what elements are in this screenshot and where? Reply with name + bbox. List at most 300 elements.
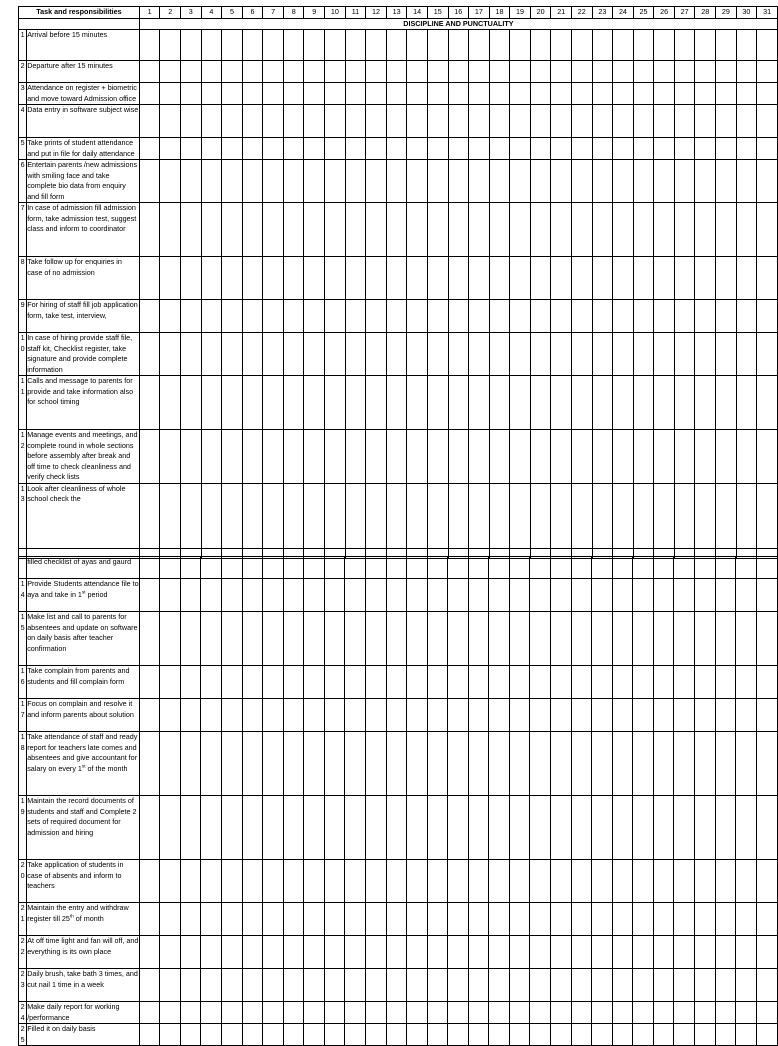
day-checkbox-cell[interactable] — [407, 483, 428, 558]
day-checkbox-cell[interactable] — [612, 612, 633, 666]
day-checkbox-cell[interactable] — [304, 138, 325, 160]
day-checkbox-cell[interactable] — [633, 557, 654, 579]
day-checkbox-cell[interactable] — [201, 203, 222, 257]
day-checkbox-cell[interactable] — [365, 579, 386, 612]
day-checkbox-cell[interactable] — [365, 969, 386, 1002]
day-checkbox-cell[interactable] — [757, 83, 778, 105]
day-checkbox-cell[interactable] — [180, 732, 201, 796]
day-checkbox-cell[interactable] — [716, 138, 737, 160]
day-checkbox-cell[interactable] — [448, 557, 469, 579]
day-checkbox-cell[interactable] — [551, 1024, 572, 1046]
day-checkbox-cell[interactable] — [448, 203, 469, 257]
day-checkbox-cell[interactable] — [201, 105, 222, 138]
day-checkbox-cell[interactable] — [736, 936, 757, 969]
day-checkbox-cell[interactable] — [736, 612, 757, 666]
day-checkbox-cell[interactable] — [633, 61, 654, 83]
day-checkbox-cell[interactable] — [509, 903, 530, 936]
day-checkbox-cell[interactable] — [304, 666, 325, 699]
day-checkbox-cell[interactable] — [530, 666, 551, 699]
day-checkbox-cell[interactable] — [509, 1002, 530, 1024]
day-checkbox-cell[interactable] — [448, 160, 469, 203]
day-checkbox-cell[interactable] — [716, 30, 737, 61]
day-checkbox-cell[interactable] — [653, 903, 674, 936]
day-checkbox-cell[interactable] — [283, 699, 304, 732]
day-checkbox-cell[interactable] — [304, 61, 325, 83]
day-checkbox-cell[interactable] — [469, 61, 490, 83]
day-checkbox-cell[interactable] — [551, 300, 572, 333]
day-checkbox-cell[interactable] — [407, 796, 428, 860]
day-checkbox-cell[interactable] — [160, 936, 181, 969]
day-checkbox-cell[interactable] — [469, 333, 490, 376]
day-checkbox-cell[interactable] — [757, 376, 778, 430]
day-checkbox-cell[interactable] — [201, 83, 222, 105]
day-checkbox-cell[interactable] — [283, 557, 304, 579]
day-checkbox-cell[interactable] — [325, 83, 346, 105]
day-checkbox-cell[interactable] — [365, 796, 386, 860]
day-checkbox-cell[interactable] — [386, 376, 407, 430]
day-checkbox-cell[interactable] — [551, 666, 572, 699]
day-checkbox-cell[interactable] — [180, 936, 201, 969]
day-checkbox-cell[interactable] — [715, 699, 736, 732]
day-checkbox-cell[interactable] — [653, 732, 674, 796]
day-checkbox-cell[interactable] — [633, 1002, 654, 1024]
day-checkbox-cell[interactable] — [695, 376, 716, 430]
day-checkbox-cell[interactable] — [653, 1002, 674, 1024]
day-checkbox-cell[interactable] — [407, 1002, 428, 1024]
day-checkbox-cell[interactable] — [242, 483, 263, 558]
day-checkbox-cell[interactable] — [448, 796, 469, 860]
day-checkbox-cell[interactable] — [469, 483, 490, 558]
day-checkbox-cell[interactable] — [325, 160, 346, 203]
day-checkbox-cell[interactable] — [242, 936, 263, 969]
day-checkbox-cell[interactable] — [592, 557, 613, 579]
day-checkbox-cell[interactable] — [448, 333, 469, 376]
day-checkbox-cell[interactable] — [448, 969, 469, 1002]
day-checkbox-cell[interactable] — [551, 860, 572, 903]
day-checkbox-cell[interactable] — [653, 969, 674, 1002]
day-checkbox-cell[interactable] — [242, 969, 263, 1002]
day-checkbox-cell[interactable] — [386, 105, 407, 138]
day-checkbox-cell[interactable] — [715, 1024, 736, 1046]
day-checkbox-cell[interactable] — [572, 300, 593, 333]
day-checkbox-cell[interactable] — [324, 666, 345, 699]
day-checkbox-cell[interactable] — [551, 903, 572, 936]
day-checkbox-cell[interactable] — [592, 903, 613, 936]
day-checkbox-cell[interactable] — [674, 936, 695, 969]
day-checkbox-cell[interactable] — [366, 83, 387, 105]
day-checkbox-cell[interactable] — [572, 105, 593, 138]
day-checkbox-cell[interactable] — [633, 936, 654, 969]
day-checkbox-cell[interactable] — [263, 203, 284, 257]
day-checkbox-cell[interactable] — [201, 430, 222, 484]
day-checkbox-cell[interactable] — [427, 903, 448, 936]
day-checkbox-cell[interactable] — [592, 30, 613, 61]
day-checkbox-cell[interactable] — [510, 138, 531, 160]
day-checkbox-cell[interactable] — [509, 557, 530, 579]
day-checkbox-cell[interactable] — [345, 203, 366, 257]
day-checkbox-cell[interactable] — [242, 557, 263, 579]
day-checkbox-cell[interactable] — [530, 860, 551, 903]
day-checkbox-cell[interactable] — [571, 969, 592, 1002]
day-checkbox-cell[interactable] — [468, 612, 489, 666]
day-checkbox-cell[interactable] — [613, 160, 634, 203]
day-checkbox-cell[interactable] — [489, 796, 510, 860]
day-checkbox-cell[interactable] — [715, 903, 736, 936]
day-checkbox-cell[interactable] — [242, 612, 263, 666]
day-checkbox-cell[interactable] — [139, 666, 160, 699]
day-checkbox-cell[interactable] — [530, 732, 551, 796]
day-checkbox-cell[interactable] — [386, 579, 407, 612]
day-checkbox-cell[interactable] — [201, 579, 222, 612]
day-checkbox-cell[interactable] — [139, 376, 160, 430]
day-checkbox-cell[interactable] — [510, 483, 531, 558]
day-checkbox-cell[interactable] — [386, 732, 407, 796]
day-checkbox-cell[interactable] — [612, 860, 633, 903]
day-checkbox-cell[interactable] — [695, 83, 716, 105]
day-checkbox-cell[interactable] — [736, 860, 757, 903]
day-checkbox-cell[interactable] — [654, 105, 675, 138]
day-checkbox-cell[interactable] — [571, 903, 592, 936]
day-checkbox-cell[interactable] — [160, 483, 181, 558]
day-checkbox-cell[interactable] — [448, 30, 469, 61]
day-checkbox-cell[interactable] — [715, 796, 736, 860]
day-checkbox-cell[interactable] — [694, 860, 715, 903]
day-checkbox-cell[interactable] — [468, 969, 489, 1002]
day-checkbox-cell[interactable] — [160, 300, 181, 333]
day-checkbox-cell[interactable] — [571, 699, 592, 732]
day-checkbox-cell[interactable] — [716, 203, 737, 257]
day-checkbox-cell[interactable] — [757, 483, 778, 558]
day-checkbox-cell[interactable] — [509, 732, 530, 796]
day-checkbox-cell[interactable] — [427, 138, 448, 160]
day-checkbox-cell[interactable] — [756, 860, 777, 903]
day-checkbox-cell[interactable] — [366, 138, 387, 160]
day-checkbox-cell[interactable] — [139, 699, 160, 732]
day-checkbox-cell[interactable] — [468, 936, 489, 969]
day-checkbox-cell[interactable] — [160, 138, 181, 160]
day-checkbox-cell[interactable] — [324, 579, 345, 612]
day-checkbox-cell[interactable] — [612, 903, 633, 936]
day-checkbox-cell[interactable] — [612, 666, 633, 699]
day-checkbox-cell[interactable] — [427, 1002, 448, 1024]
day-checkbox-cell[interactable] — [222, 61, 243, 83]
day-checkbox-cell[interactable] — [613, 430, 634, 484]
day-checkbox-cell[interactable] — [139, 612, 160, 666]
day-checkbox-cell[interactable] — [571, 1024, 592, 1046]
day-checkbox-cell[interactable] — [345, 699, 366, 732]
day-checkbox-cell[interactable] — [427, 203, 448, 257]
day-checkbox-cell[interactable] — [571, 936, 592, 969]
day-checkbox-cell[interactable] — [654, 160, 675, 203]
day-checkbox-cell[interactable] — [345, 160, 366, 203]
day-checkbox-cell[interactable] — [427, 969, 448, 1002]
day-checkbox-cell[interactable] — [674, 557, 695, 579]
day-checkbox-cell[interactable] — [530, 61, 551, 83]
day-checkbox-cell[interactable] — [613, 61, 634, 83]
day-checkbox-cell[interactable] — [654, 300, 675, 333]
day-checkbox-cell[interactable] — [160, 860, 181, 903]
day-checkbox-cell[interactable] — [263, 936, 284, 969]
day-checkbox-cell[interactable] — [592, 796, 613, 860]
day-checkbox-cell[interactable] — [427, 699, 448, 732]
day-checkbox-cell[interactable] — [304, 860, 325, 903]
day-checkbox-cell[interactable] — [242, 666, 263, 699]
day-checkbox-cell[interactable] — [263, 579, 284, 612]
day-checkbox-cell[interactable] — [612, 936, 633, 969]
day-checkbox-cell[interactable] — [407, 83, 428, 105]
day-checkbox-cell[interactable] — [448, 1024, 469, 1046]
day-checkbox-cell[interactable] — [139, 300, 160, 333]
day-checkbox-cell[interactable] — [386, 969, 407, 1002]
day-checkbox-cell[interactable] — [489, 936, 510, 969]
day-checkbox-cell[interactable] — [510, 376, 531, 430]
day-checkbox-cell[interactable] — [530, 903, 551, 936]
day-checkbox-cell[interactable] — [222, 257, 243, 300]
day-checkbox-cell[interactable] — [180, 1024, 201, 1046]
day-checkbox-cell[interactable] — [345, 138, 366, 160]
day-checkbox-cell[interactable] — [242, 300, 263, 333]
day-checkbox-cell[interactable] — [469, 105, 490, 138]
day-checkbox-cell[interactable] — [386, 300, 407, 333]
day-checkbox-cell[interactable] — [283, 732, 304, 796]
day-checkbox-cell[interactable] — [448, 430, 469, 484]
day-checkbox-cell[interactable] — [736, 699, 757, 732]
day-checkbox-cell[interactable] — [489, 666, 510, 699]
day-checkbox-cell[interactable] — [654, 30, 675, 61]
day-checkbox-cell[interactable] — [139, 257, 160, 300]
day-checkbox-cell[interactable] — [366, 300, 387, 333]
day-checkbox-cell[interactable] — [509, 579, 530, 612]
day-checkbox-cell[interactable] — [201, 300, 222, 333]
day-checkbox-cell[interactable] — [427, 1024, 448, 1046]
day-checkbox-cell[interactable] — [263, 903, 284, 936]
day-checkbox-cell[interactable] — [530, 83, 551, 105]
day-checkbox-cell[interactable] — [716, 300, 737, 333]
day-checkbox-cell[interactable] — [263, 1024, 284, 1046]
day-checkbox-cell[interactable] — [489, 160, 510, 203]
day-checkbox-cell[interactable] — [674, 257, 695, 300]
day-checkbox-cell[interactable] — [201, 1002, 222, 1024]
day-checkbox-cell[interactable] — [633, 138, 654, 160]
day-checkbox-cell[interactable] — [283, 333, 304, 376]
day-checkbox-cell[interactable] — [695, 300, 716, 333]
day-checkbox-cell[interactable] — [325, 30, 346, 61]
day-checkbox-cell[interactable] — [448, 61, 469, 83]
day-checkbox-cell[interactable] — [222, 732, 243, 796]
day-checkbox-cell[interactable] — [283, 969, 304, 1002]
day-checkbox-cell[interactable] — [530, 300, 551, 333]
day-checkbox-cell[interactable] — [571, 1002, 592, 1024]
day-checkbox-cell[interactable] — [263, 666, 284, 699]
day-checkbox-cell[interactable] — [386, 430, 407, 484]
day-checkbox-cell[interactable] — [139, 796, 160, 860]
day-checkbox-cell[interactable] — [653, 796, 674, 860]
day-checkbox-cell[interactable] — [263, 257, 284, 300]
day-checkbox-cell[interactable] — [345, 796, 366, 860]
day-checkbox-cell[interactable] — [612, 699, 633, 732]
day-checkbox-cell[interactable] — [139, 903, 160, 936]
day-checkbox-cell[interactable] — [674, 903, 695, 936]
day-checkbox-cell[interactable] — [469, 257, 490, 300]
day-checkbox-cell[interactable] — [365, 557, 386, 579]
day-checkbox-cell[interactable] — [756, 557, 777, 579]
day-checkbox-cell[interactable] — [612, 557, 633, 579]
day-checkbox-cell[interactable] — [530, 557, 551, 579]
day-checkbox-cell[interactable] — [386, 30, 407, 61]
day-checkbox-cell[interactable] — [694, 612, 715, 666]
day-checkbox-cell[interactable] — [530, 936, 551, 969]
day-checkbox-cell[interactable] — [571, 796, 592, 860]
day-checkbox-cell[interactable] — [572, 160, 593, 203]
day-checkbox-cell[interactable] — [283, 430, 304, 484]
day-checkbox-cell[interactable] — [386, 83, 407, 105]
day-checkbox-cell[interactable] — [695, 333, 716, 376]
day-checkbox-cell[interactable] — [716, 257, 737, 300]
day-checkbox-cell[interactable] — [736, 557, 757, 579]
day-checkbox-cell[interactable] — [694, 903, 715, 936]
day-checkbox-cell[interactable] — [592, 83, 613, 105]
day-checkbox-cell[interactable] — [716, 160, 737, 203]
day-checkbox-cell[interactable] — [715, 612, 736, 666]
day-checkbox-cell[interactable] — [325, 61, 346, 83]
day-checkbox-cell[interactable] — [181, 83, 202, 105]
day-checkbox-cell[interactable] — [407, 903, 428, 936]
day-checkbox-cell[interactable] — [345, 376, 366, 430]
day-checkbox-cell[interactable] — [263, 160, 284, 203]
day-checkbox-cell[interactable] — [222, 300, 243, 333]
day-checkbox-cell[interactable] — [756, 612, 777, 666]
day-checkbox-cell[interactable] — [345, 1002, 366, 1024]
day-checkbox-cell[interactable] — [510, 430, 531, 484]
day-checkbox-cell[interactable] — [366, 105, 387, 138]
day-checkbox-cell[interactable] — [386, 138, 407, 160]
day-checkbox-cell[interactable] — [509, 969, 530, 1002]
day-checkbox-cell[interactable] — [324, 699, 345, 732]
day-checkbox-cell[interactable] — [572, 430, 593, 484]
day-checkbox-cell[interactable] — [530, 105, 551, 138]
day-checkbox-cell[interactable] — [571, 612, 592, 666]
day-checkbox-cell[interactable] — [551, 612, 572, 666]
day-checkbox-cell[interactable] — [201, 936, 222, 969]
day-checkbox-cell[interactable] — [736, 903, 757, 936]
day-checkbox-cell[interactable] — [551, 579, 572, 612]
day-checkbox-cell[interactable] — [263, 30, 284, 61]
day-checkbox-cell[interactable] — [469, 300, 490, 333]
day-checkbox-cell[interactable] — [365, 1024, 386, 1046]
day-checkbox-cell[interactable] — [242, 1024, 263, 1046]
day-checkbox-cell[interactable] — [222, 430, 243, 484]
day-checkbox-cell[interactable] — [756, 1002, 777, 1024]
day-checkbox-cell[interactable] — [427, 30, 448, 61]
day-checkbox-cell[interactable] — [592, 105, 613, 138]
day-checkbox-cell[interactable] — [304, 796, 325, 860]
day-checkbox-cell[interactable] — [489, 203, 510, 257]
day-checkbox-cell[interactable] — [530, 160, 551, 203]
day-checkbox-cell[interactable] — [448, 579, 469, 612]
day-checkbox-cell[interactable] — [201, 699, 222, 732]
day-checkbox-cell[interactable] — [695, 138, 716, 160]
day-checkbox-cell[interactable] — [242, 376, 263, 430]
day-checkbox-cell[interactable] — [427, 666, 448, 699]
day-checkbox-cell[interactable] — [592, 1024, 613, 1046]
day-checkbox-cell[interactable] — [489, 557, 510, 579]
day-checkbox-cell[interactable] — [551, 160, 572, 203]
day-checkbox-cell[interactable] — [633, 612, 654, 666]
day-checkbox-cell[interactable] — [222, 936, 243, 969]
day-checkbox-cell[interactable] — [345, 83, 366, 105]
day-checkbox-cell[interactable] — [489, 83, 510, 105]
day-checkbox-cell[interactable] — [242, 796, 263, 860]
day-checkbox-cell[interactable] — [283, 30, 304, 61]
day-checkbox-cell[interactable] — [592, 333, 613, 376]
day-checkbox-cell[interactable] — [242, 1002, 263, 1024]
day-checkbox-cell[interactable] — [324, 1002, 345, 1024]
day-checkbox-cell[interactable] — [592, 579, 613, 612]
day-checkbox-cell[interactable] — [757, 300, 778, 333]
day-checkbox-cell[interactable] — [345, 1024, 366, 1046]
day-checkbox-cell[interactable] — [180, 1002, 201, 1024]
day-checkbox-cell[interactable] — [345, 257, 366, 300]
day-checkbox-cell[interactable] — [674, 612, 695, 666]
day-checkbox-cell[interactable] — [633, 732, 654, 796]
day-checkbox-cell[interactable] — [674, 61, 695, 83]
day-checkbox-cell[interactable] — [757, 257, 778, 300]
day-checkbox-cell[interactable] — [715, 732, 736, 796]
day-checkbox-cell[interactable] — [653, 1024, 674, 1046]
day-checkbox-cell[interactable] — [222, 105, 243, 138]
day-checkbox-cell[interactable] — [571, 666, 592, 699]
day-checkbox-cell[interactable] — [222, 699, 243, 732]
day-checkbox-cell[interactable] — [407, 105, 428, 138]
day-checkbox-cell[interactable] — [757, 160, 778, 203]
day-checkbox-cell[interactable] — [242, 903, 263, 936]
day-checkbox-cell[interactable] — [181, 138, 202, 160]
day-checkbox-cell[interactable] — [304, 969, 325, 1002]
day-checkbox-cell[interactable] — [551, 138, 572, 160]
day-checkbox-cell[interactable] — [263, 1002, 284, 1024]
day-checkbox-cell[interactable] — [633, 430, 654, 484]
day-checkbox-cell[interactable] — [407, 699, 428, 732]
day-checkbox-cell[interactable] — [427, 579, 448, 612]
day-checkbox-cell[interactable] — [633, 333, 654, 376]
day-checkbox-cell[interactable] — [324, 557, 345, 579]
day-checkbox-cell[interactable] — [674, 1024, 695, 1046]
day-checkbox-cell[interactable] — [345, 579, 366, 612]
day-checkbox-cell[interactable] — [572, 376, 593, 430]
day-checkbox-cell[interactable] — [592, 430, 613, 484]
day-checkbox-cell[interactable] — [345, 483, 366, 558]
day-checkbox-cell[interactable] — [468, 666, 489, 699]
day-checkbox-cell[interactable] — [694, 936, 715, 969]
day-checkbox-cell[interactable] — [469, 160, 490, 203]
day-checkbox-cell[interactable] — [489, 300, 510, 333]
day-checkbox-cell[interactable] — [592, 1002, 613, 1024]
day-checkbox-cell[interactable] — [633, 796, 654, 860]
day-checkbox-cell[interactable] — [613, 30, 634, 61]
day-checkbox-cell[interactable] — [386, 257, 407, 300]
day-checkbox-cell[interactable] — [304, 699, 325, 732]
day-checkbox-cell[interactable] — [613, 300, 634, 333]
day-checkbox-cell[interactable] — [694, 796, 715, 860]
day-checkbox-cell[interactable] — [283, 160, 304, 203]
day-checkbox-cell[interactable] — [716, 83, 737, 105]
day-checkbox-cell[interactable] — [633, 1024, 654, 1046]
day-checkbox-cell[interactable] — [674, 860, 695, 903]
day-checkbox-cell[interactable] — [530, 376, 551, 430]
day-checkbox-cell[interactable] — [160, 732, 181, 796]
day-checkbox-cell[interactable] — [510, 83, 531, 105]
day-checkbox-cell[interactable] — [592, 138, 613, 160]
